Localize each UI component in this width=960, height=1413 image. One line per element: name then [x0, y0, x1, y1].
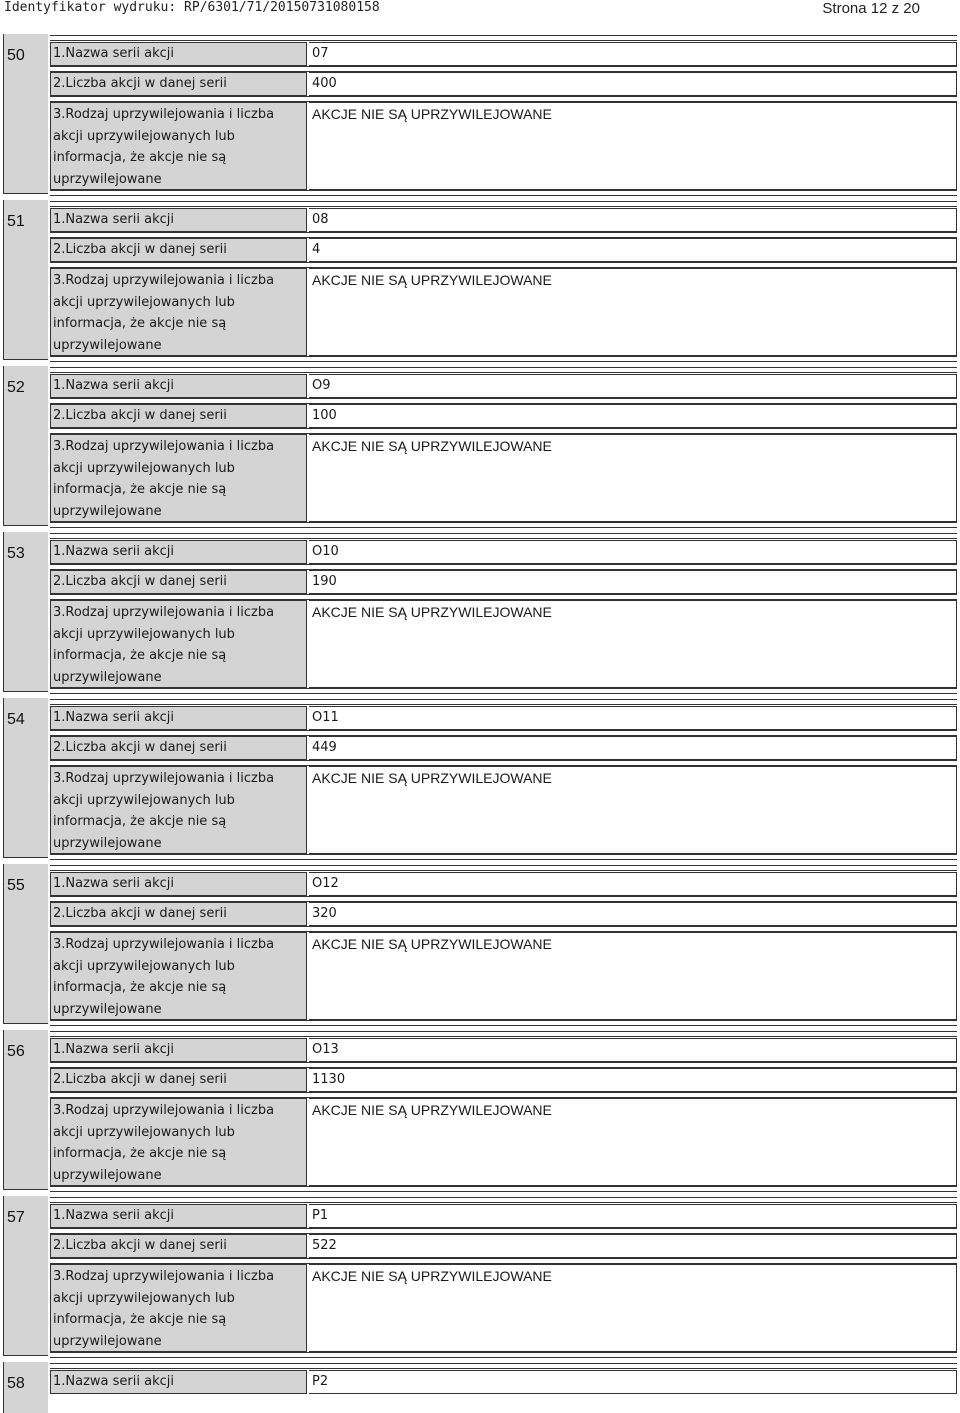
privilege-label: 3.Rodzaj uprzywilejowania i liczba akcji uprzywilejowanych lub informacja, że akcje nie są uprzywilejowane — [50, 434, 307, 522]
series-name-value: P1 — [309, 1204, 957, 1228]
series-name-label: 1.Nazwa serii akcji — [50, 208, 307, 232]
privilege-value: AKCJE NIE SĄ UPRZYWILEJOWANE — [309, 1264, 957, 1352]
series-name-label: 1.Nazwa serii akcji — [50, 540, 307, 564]
record-number: 52 — [7, 379, 25, 396]
share-count-row — [50, 238, 957, 262]
series-name-value: O12 — [309, 872, 957, 896]
record-number-cell — [3, 1030, 48, 1190]
share-count-label: 2.Liczba akcji w danej serii — [50, 570, 307, 594]
share-count-row — [50, 736, 957, 760]
row-separator — [50, 533, 957, 539]
row-separator — [50, 522, 957, 528]
privilege-label: 3.Rodzaj uprzywilejowania i liczba akcji uprzywilejowanych lub informacja, że akcje nie są uprzywilejowane — [50, 1098, 307, 1186]
share-count-label: 2.Liczba akcji w danej serii — [50, 1068, 307, 1092]
series-name-row — [50, 42, 957, 66]
share-count-value: 522 — [309, 1234, 957, 1258]
record-number-cell — [3, 366, 48, 526]
record-number: 54 — [7, 711, 25, 728]
record-number: 58 — [7, 1375, 25, 1392]
privilege-value: AKCJE NIE SĄ UPRZYWILEJOWANE — [309, 1098, 957, 1186]
series-name-label: 1.Nazwa serii akcji — [50, 1370, 307, 1394]
privilege-label: 3.Rodzaj uprzywilejowania i liczba akcji uprzywilejowanych lub informacja, że akcje nie są uprzywilejowane — [50, 1264, 307, 1352]
series-record — [0, 698, 960, 864]
row-separator — [50, 1352, 957, 1358]
share-count-label: 2.Liczba akcji w danej serii — [50, 404, 307, 428]
series-name-row — [50, 374, 957, 398]
share-count-value: 400 — [309, 72, 957, 96]
row-separator — [50, 367, 957, 373]
row-separator — [50, 1031, 957, 1037]
privilege-row — [50, 1098, 957, 1186]
privilege-row — [50, 600, 957, 688]
privilege-label: 3.Rodzaj uprzywilejowania i liczba akcji uprzywilejowanych lub informacja, że akcje nie są uprzywilejowane — [50, 766, 307, 854]
series-name-value: O13 — [309, 1038, 957, 1062]
share-count-value: 190 — [309, 570, 957, 594]
series-record — [0, 532, 960, 698]
print-identifier: Identyfikator wydruku: RP/6301/71/20150731080158 — [4, 0, 380, 15]
series-record — [0, 864, 960, 1030]
series-name-value: P2 — [309, 1370, 957, 1394]
share-count-row — [50, 1068, 957, 1092]
series-name-value: O10 — [309, 540, 957, 564]
series-record — [0, 1196, 960, 1362]
series-name-label: 1.Nazwa serii akcji — [50, 374, 307, 398]
privilege-row — [50, 102, 957, 190]
share-count-label: 2.Liczba akcji w danej serii — [50, 1234, 307, 1258]
privilege-value: AKCJE NIE SĄ UPRZYWILEJOWANE — [309, 102, 957, 190]
share-count-value: 100 — [309, 404, 957, 428]
series-record — [0, 200, 960, 366]
series-name-value: O9 — [309, 374, 957, 398]
record-number: 57 — [7, 1209, 25, 1226]
privilege-row — [50, 1264, 957, 1352]
page-number: Strona 12 z 20 — [822, 0, 920, 17]
series-record — [0, 1030, 960, 1196]
record-number: 56 — [7, 1043, 25, 1060]
series-name-label: 1.Nazwa serii akcji — [50, 42, 307, 66]
row-separator — [50, 699, 957, 705]
series-name-value: 07 — [309, 42, 957, 66]
privilege-value: AKCJE NIE SĄ UPRZYWILEJOWANE — [309, 766, 957, 854]
series-name-row — [50, 540, 957, 564]
share-count-label: 2.Liczba akcji w danej serii — [50, 238, 307, 262]
share-count-row — [50, 1234, 957, 1258]
page-header — [0, 0, 960, 16]
series-name-row — [50, 1038, 957, 1062]
series-name-row — [50, 208, 957, 232]
record-number-cell — [3, 698, 48, 858]
series-name-row — [50, 1204, 957, 1228]
share-count-label: 2.Liczba akcji w danej serii — [50, 736, 307, 760]
privilege-value: AKCJE NIE SĄ UPRZYWILEJOWANE — [309, 932, 957, 1020]
privilege-row — [50, 932, 957, 1020]
share-count-value: 320 — [309, 902, 957, 926]
privilege-row — [50, 434, 957, 522]
share-count-row — [50, 570, 957, 594]
privilege-value: AKCJE NIE SĄ UPRZYWILEJOWANE — [309, 600, 957, 688]
privilege-label: 3.Rodzaj uprzywilejowania i liczba akcji uprzywilejowanych lub informacja, że akcje nie są uprzywilejowane — [50, 932, 307, 1020]
series-name-row — [50, 1370, 957, 1394]
record-number: 53 — [7, 545, 25, 562]
share-series-list — [0, 34, 960, 1413]
privilege-row — [50, 766, 957, 854]
record-number: 55 — [7, 877, 25, 894]
record-number-cell — [3, 34, 48, 194]
privilege-label: 3.Rodzaj uprzywilejowania i liczba akcji uprzywilejowanych lub informacja, że akcje nie są uprzywilejowane — [50, 102, 307, 190]
privilege-label: 3.Rodzaj uprzywilejowania i liczba akcji uprzywilejowanych lub informacja, że akcje nie są uprzywilejowane — [50, 268, 307, 356]
row-separator — [50, 35, 957, 41]
row-separator — [50, 1363, 957, 1369]
share-count-value: 4 — [309, 238, 957, 262]
row-separator — [50, 688, 957, 694]
record-number-cell — [3, 200, 48, 360]
record-number: 50 — [7, 47, 25, 64]
privilege-label: 3.Rodzaj uprzywilejowania i liczba akcji uprzywilejowanych lub informacja, że akcje nie są uprzywilejowane — [50, 600, 307, 688]
series-name-value: 08 — [309, 208, 957, 232]
series-record — [0, 366, 960, 532]
series-name-label: 1.Nazwa serii akcji — [50, 1204, 307, 1228]
share-count-row — [50, 902, 957, 926]
series-name-row — [50, 872, 957, 896]
series-name-label: 1.Nazwa serii akcji — [50, 872, 307, 896]
series-record — [0, 34, 960, 200]
row-separator — [50, 1020, 957, 1026]
share-count-value: 449 — [309, 736, 957, 760]
series-name-label: 1.Nazwa serii akcji — [50, 1038, 307, 1062]
row-separator — [50, 854, 957, 860]
record-number-cell — [3, 1196, 48, 1356]
series-name-value: O11 — [309, 706, 957, 730]
row-separator — [50, 1186, 957, 1192]
row-separator — [50, 865, 957, 871]
privilege-row — [50, 268, 957, 356]
share-count-row — [50, 404, 957, 428]
record-number-cell — [3, 1362, 48, 1413]
series-name-label: 1.Nazwa serii akcji — [50, 706, 307, 730]
record-number: 51 — [7, 213, 25, 230]
share-count-value: 1130 — [309, 1068, 957, 1092]
share-count-row — [50, 72, 957, 96]
privilege-value: AKCJE NIE SĄ UPRZYWILEJOWANE — [309, 434, 957, 522]
row-separator — [50, 1197, 957, 1203]
series-record — [0, 1362, 960, 1413]
share-count-label: 2.Liczba akcji w danej serii — [50, 902, 307, 926]
record-number-cell — [3, 864, 48, 1024]
share-count-label: 2.Liczba akcji w danej serii — [50, 72, 307, 96]
row-separator — [50, 356, 957, 362]
privilege-value: AKCJE NIE SĄ UPRZYWILEJOWANE — [309, 268, 957, 356]
record-number-cell — [3, 532, 48, 692]
row-separator — [50, 201, 957, 207]
row-separator — [50, 190, 957, 196]
series-name-row — [50, 706, 957, 730]
